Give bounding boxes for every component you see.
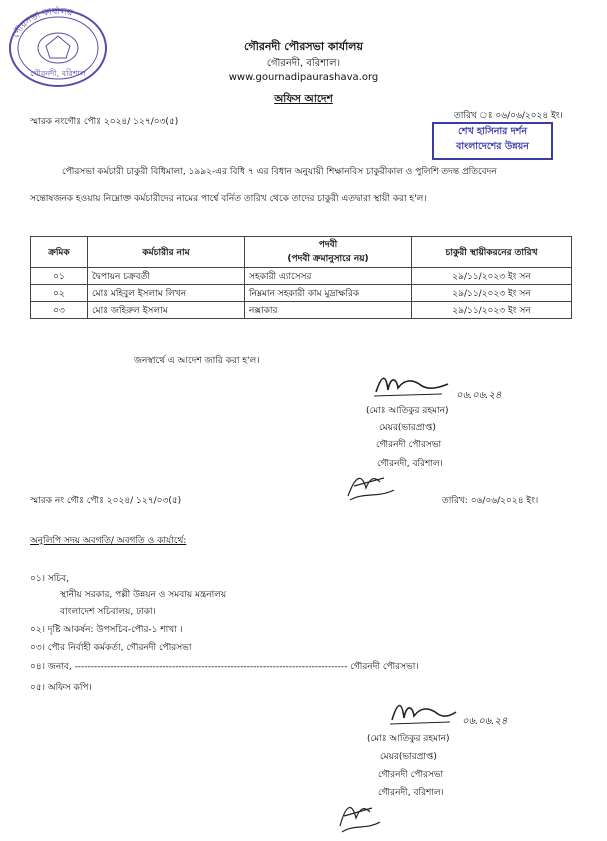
- row-name: দ্বৈপায়ন চক্রবর্তী: [88, 268, 245, 285]
- row-serial: ০২: [31, 285, 88, 302]
- recipient-1-label: ০১। সচিব,: [30, 574, 70, 584]
- slogan-stamp: [432, 122, 553, 160]
- header-designation-note: (পদবী ক্রমানুসারে নয়): [287, 254, 369, 264]
- slogan-line-2: বাংলাদেশের উন্নয়ন: [456, 141, 529, 152]
- signer-1-place: গৌরনদী, বরিশাল।: [377, 459, 443, 469]
- row-serial: ০১: [31, 268, 88, 285]
- signer-2-title: মেয়র(ভারপ্রাপ্ত): [380, 752, 437, 762]
- signature-1-date: ০৬.০৬.২৪: [456, 390, 502, 401]
- row-serial: ০৩: [31, 302, 88, 319]
- row-date: ২৯/১১/২০২৩ ইং সন: [412, 302, 572, 319]
- memo-date: তারিখ ঃ ০৬/০৬/২০২৪ ইং।: [454, 111, 563, 121]
- memo-date-2: তারিখ: ০৬/০৬/২০২৪ ইং।: [442, 496, 539, 506]
- row-date: ২৯/১১/২০২৩ ইং সন: [412, 285, 572, 302]
- org-address: গৌরনদী, বরিশাল।: [266, 58, 341, 69]
- signer-1-name: (মোঃ আতিকুর রহমান): [366, 406, 449, 416]
- signer-2-place: গৌরনদী, বরিশাল।: [378, 788, 444, 798]
- seal-bottom-text: গৌরনদী, বরিশাল: [30, 69, 86, 78]
- recipient-3: ০৩। পৌর নির্বাহী কর্মকর্তা, গৌরনদী পৌরসভা: [30, 643, 192, 653]
- recipient-1-line-2: স্থানীয় সরকার, পল্লী উন্নয়ন ও সমবায় মন্ত্রনালয়: [60, 590, 227, 600]
- org-name: গৌরনদী পৌরসভা কার্যালয়: [244, 40, 363, 53]
- recipient-4-label: ০৪। জনাব,: [30, 662, 72, 672]
- table-row: [31, 268, 572, 285]
- copy-heading: অনুলিপি সদয় অবগতি/ অবগতি ও কার্যার্থে:: [30, 536, 187, 546]
- initials-1-icon: [344, 468, 400, 502]
- slogan-line-1: শেখ হাসিনার দর্শন: [457, 126, 527, 137]
- header-name: কর্মচারীর নাম: [88, 237, 245, 268]
- row-designation: নক্সাকার: [245, 302, 412, 319]
- signer-1-org: গৌরনদী পৌরসভা: [376, 440, 442, 450]
- signer-1-title: মেয়র(ভারপ্রাপ্ত): [379, 423, 436, 433]
- recipient-1-line-3: বাংলাদেশ সচিবালয়, ঢাকা।: [60, 607, 156, 617]
- header-designation: [245, 237, 412, 268]
- recipient-5: ০৫। অফিস কপি।: [30, 683, 92, 693]
- initials-2-icon: [336, 796, 386, 836]
- signer-2-name: (মোঃ আতিকুর রহমান): [367, 734, 450, 744]
- signature-2-icon: [388, 698, 458, 728]
- header-confirm-date: চাকুরী স্থায়ীকরনের তারিখ: [412, 237, 572, 268]
- org-website: www.gournadipaurashava.org: [228, 72, 379, 83]
- signature-2-date: ০৬.০৬.২৪: [462, 716, 508, 727]
- header-designation-label: পদবী: [318, 240, 338, 250]
- staff-table: [30, 236, 572, 319]
- table-row: [31, 285, 572, 302]
- seal-ring-text: পৌরসভা কার্যালয়: [11, 6, 74, 40]
- body-line-1: পৌরসভা কর্মচারী চাকুরী বিধিমালা, ১৯৯২-এর বিধি ৭ এর বিধান অনুযায়ী শিক্ষানবিস চাকুরীকাল ও পুলিশি তদন্ত প্রতিবেদন: [62, 167, 497, 177]
- row-designation: নিম্নমান সহকারী কাম মুদ্রাক্ষরিক: [245, 285, 412, 302]
- document-title: অফিস আদেশ: [274, 93, 333, 105]
- recipient-2: ০২। দৃষ্টি আকর্ষন: উপসচিব-পৌর-১ শাখা ।: [30, 625, 183, 635]
- public-interest-line: জনস্বার্থে এ আদেশ জারি করা হ'ল।: [134, 356, 260, 366]
- recipient-4: [30, 659, 419, 674]
- row-designation: সহকারী এ্যাসেসর: [245, 268, 412, 285]
- recipient-4-dashes: ------------------------------------------------------------------------------------: [74, 662, 348, 672]
- signature-1-icon: [372, 370, 452, 400]
- row-date: ২৯/১১/২০২৩ ইং সন: [412, 268, 572, 285]
- body-line-2: সন্তোষজনক হওয়ায় নিম্নোক্ত কর্মচারীদের নামের পার্শ্বে বর্নিত তারিখ থেকে তাদের চাকুরী এতদ্বারা স্থায়ী করা হ'ল।: [30, 194, 427, 204]
- table-header-row: [31, 237, 572, 268]
- header-serial: ক্রমিক: [31, 237, 88, 268]
- table-row: [31, 302, 572, 319]
- recipient-4-org: গৌরনদী পৌরসভা।: [350, 662, 419, 672]
- row-name: মোঃ মহিবুল ইসলাম লিখন: [88, 285, 245, 302]
- row-name: মোঃ জহিরুল ইসলাম: [88, 302, 245, 319]
- memo-number: স্মারক নংগৌঃ পৌঃ ২০২৪/ ১২৭/০৩(৫): [30, 117, 179, 127]
- signer-2-org: গৌরনদী পৌরসভা: [378, 770, 444, 780]
- memo-number-2: স্মারক নং গৌঃ পৌঃ ২০২৪/ ১২৭/০৩(৫): [30, 496, 182, 506]
